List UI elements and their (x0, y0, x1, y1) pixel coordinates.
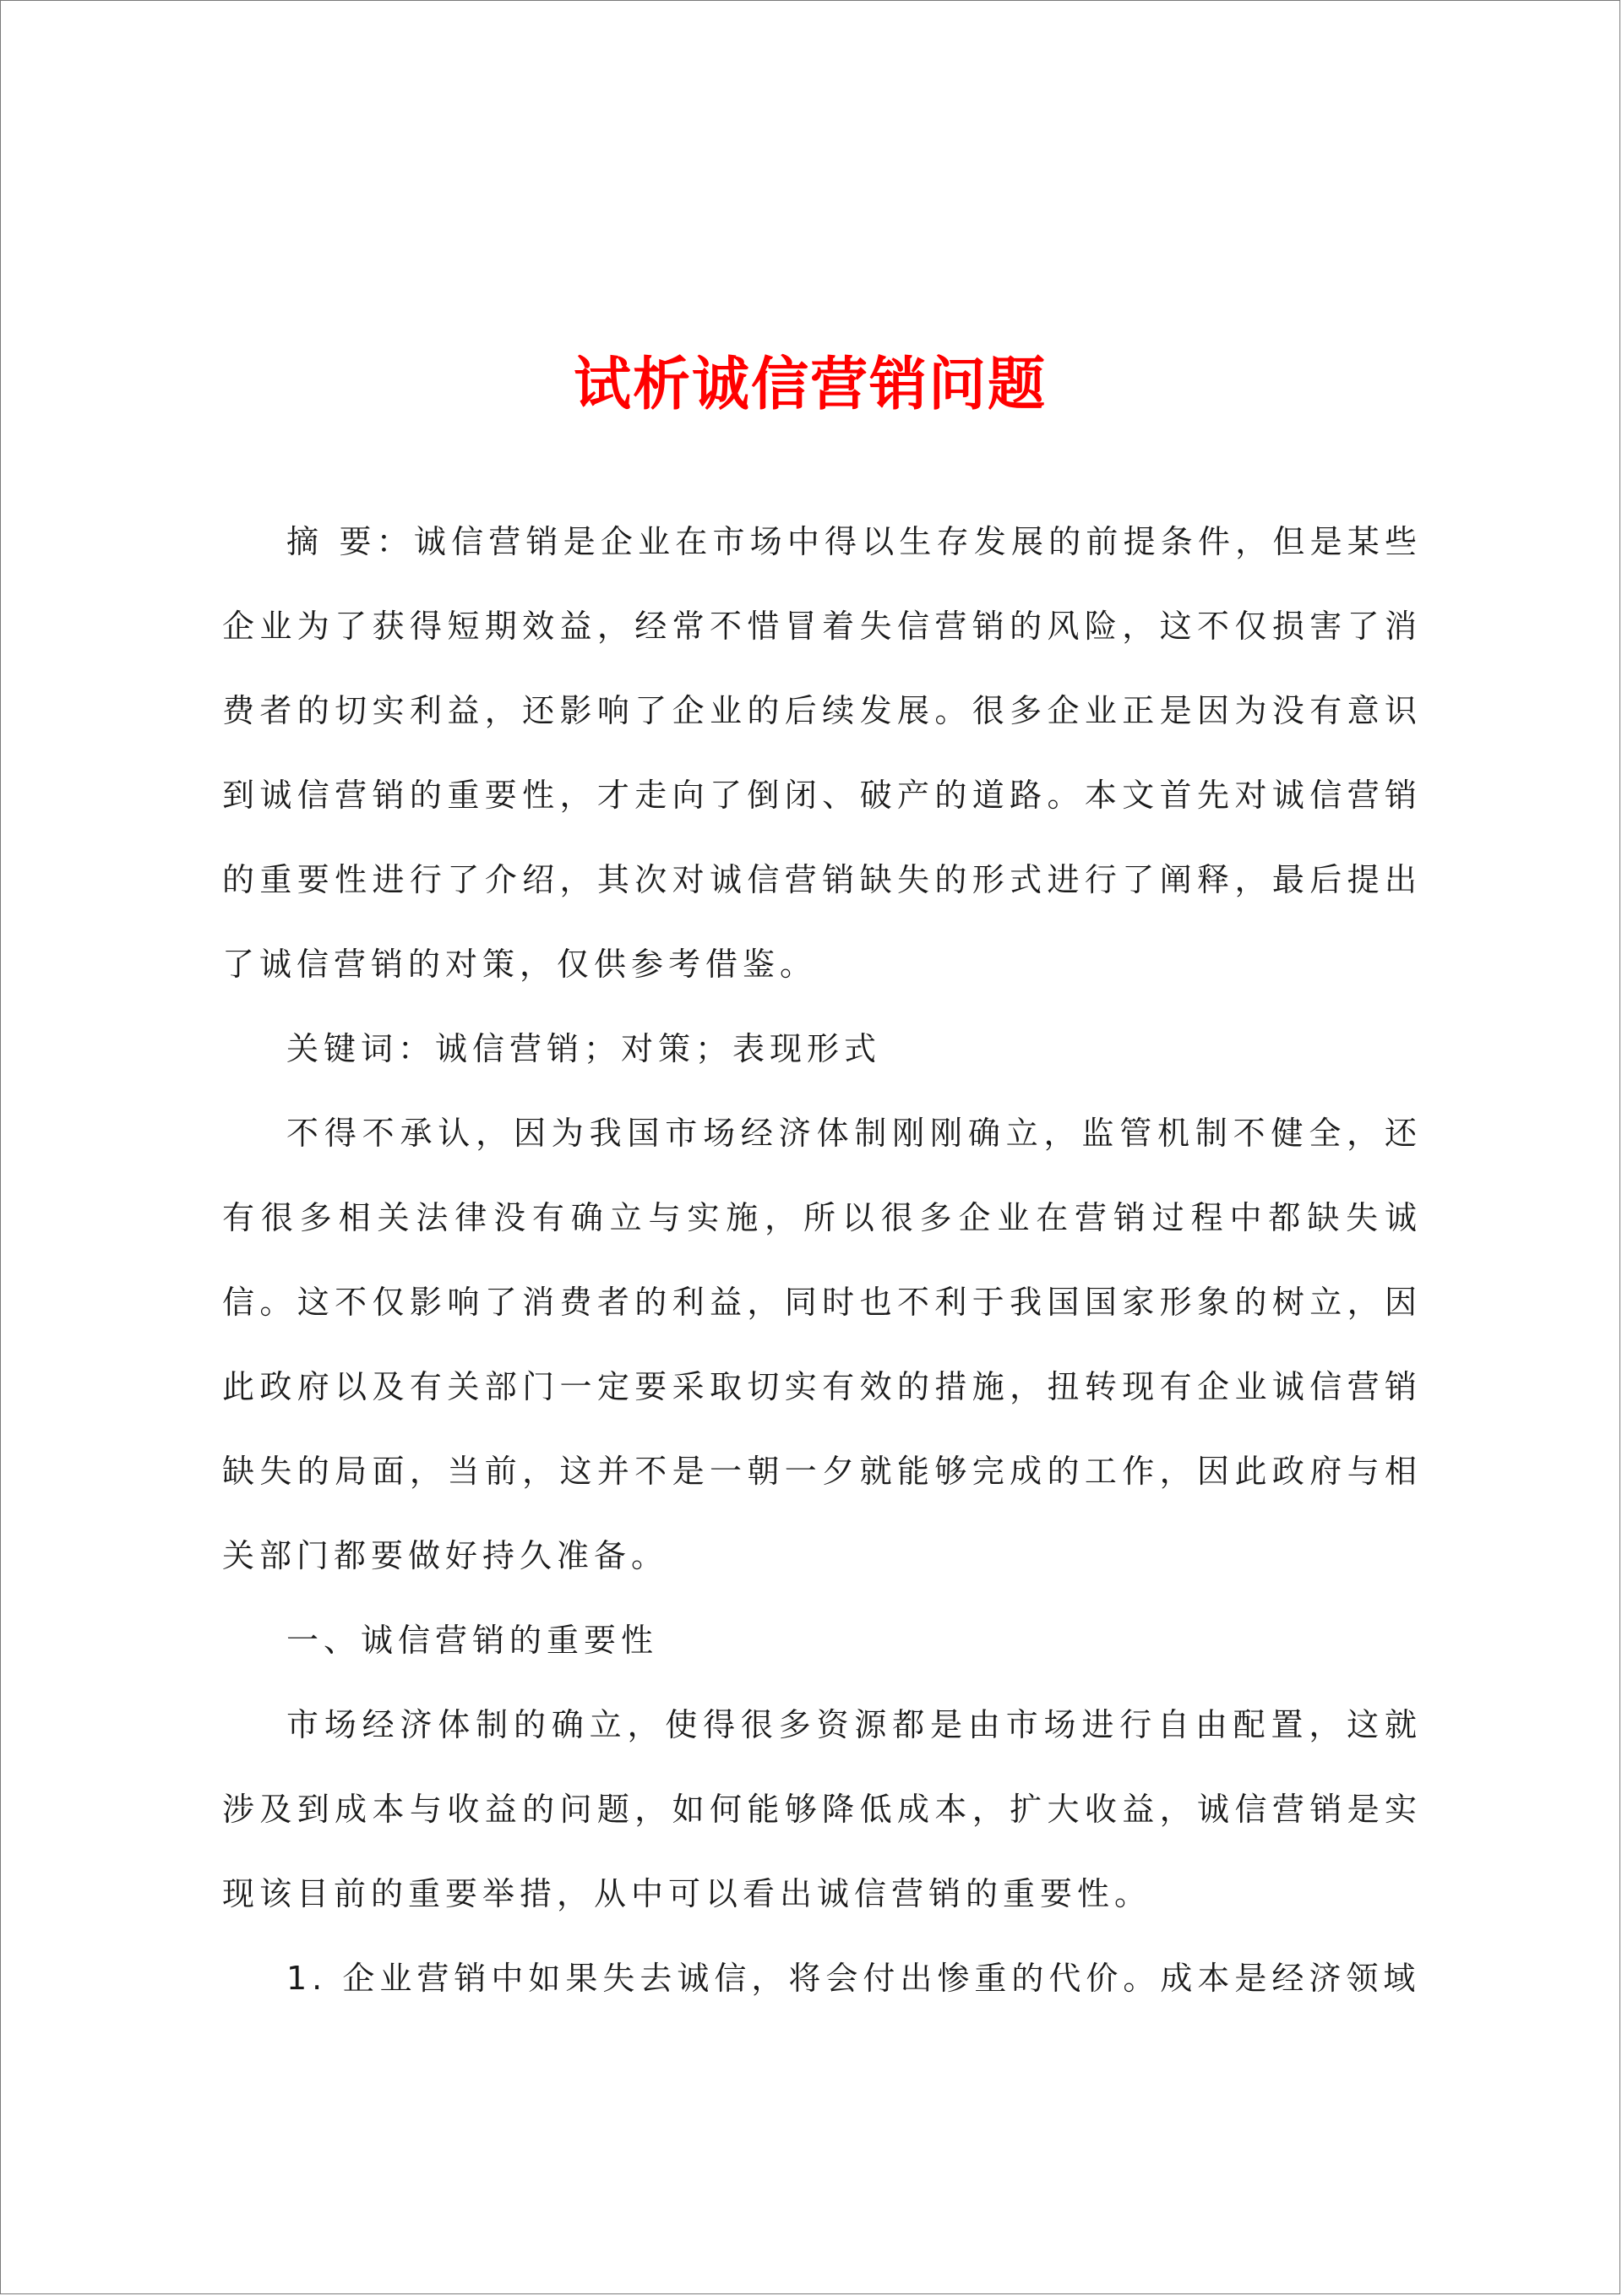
abstract-paragraph: 摘 要：诚信营销是企业在市场中得以生存发展的前提条件，但是某些企业为了获得短期效益，经常不惜冒着失信营销的风险，这不仅损害了消费者的切实利益，还影响了企业的后续发展。很多企业正是因为没有意识到诚信营销的重要性，才走向了倒闭、破产的道路。本文首先对诚信营销的重要性进行了介绍，其次对诚信营销缺失的形式进行了阐释，最后提出了诚信营销的对策，仅供参考借鉴。 (222, 523, 1422, 983)
document-title: 试析诚信营销问题 (573, 351, 1047, 418)
numbered-paragraph: 1. 企业营销中如果失去诚信，将会付出惨重的代价。成本是经济领域 (286, 1960, 1421, 1997)
keywords-paragraph: 关键词：诚信营销；对策；表现形式 (286, 1030, 882, 1067)
intro-paragraph: 不得不承认，因为我国市场经济体制刚刚确立，监管机制不健全，还有很多相关法律没有确立与实施，所以很多企业在营销过程中都缺失诚信。这不仅影响了消费者的利益，同时也不利于我国国家形象的树立，因此政府以及有关部门一定要采取切实有效的措施，扭转现有企业诚信营销缺失的局面，当前，这并不是一朝一夕就能够完成的工作，因此政府与相关部门都要做好持久准备。 (222, 1115, 1422, 1574)
document-body (222, 499, 1422, 2021)
section-heading: 一、诚信营销的重要性 (286, 1622, 659, 1659)
section-paragraph: 市场经济体制的确立，使得很多资源都是由市场进行自由配置，这就涉及到成本与收益的问题，如何能够降低成本，扩大收益，诚信营销是实现该目前的重要举措，从中可以看出诚信营销的重要性。 (222, 1706, 1422, 1912)
